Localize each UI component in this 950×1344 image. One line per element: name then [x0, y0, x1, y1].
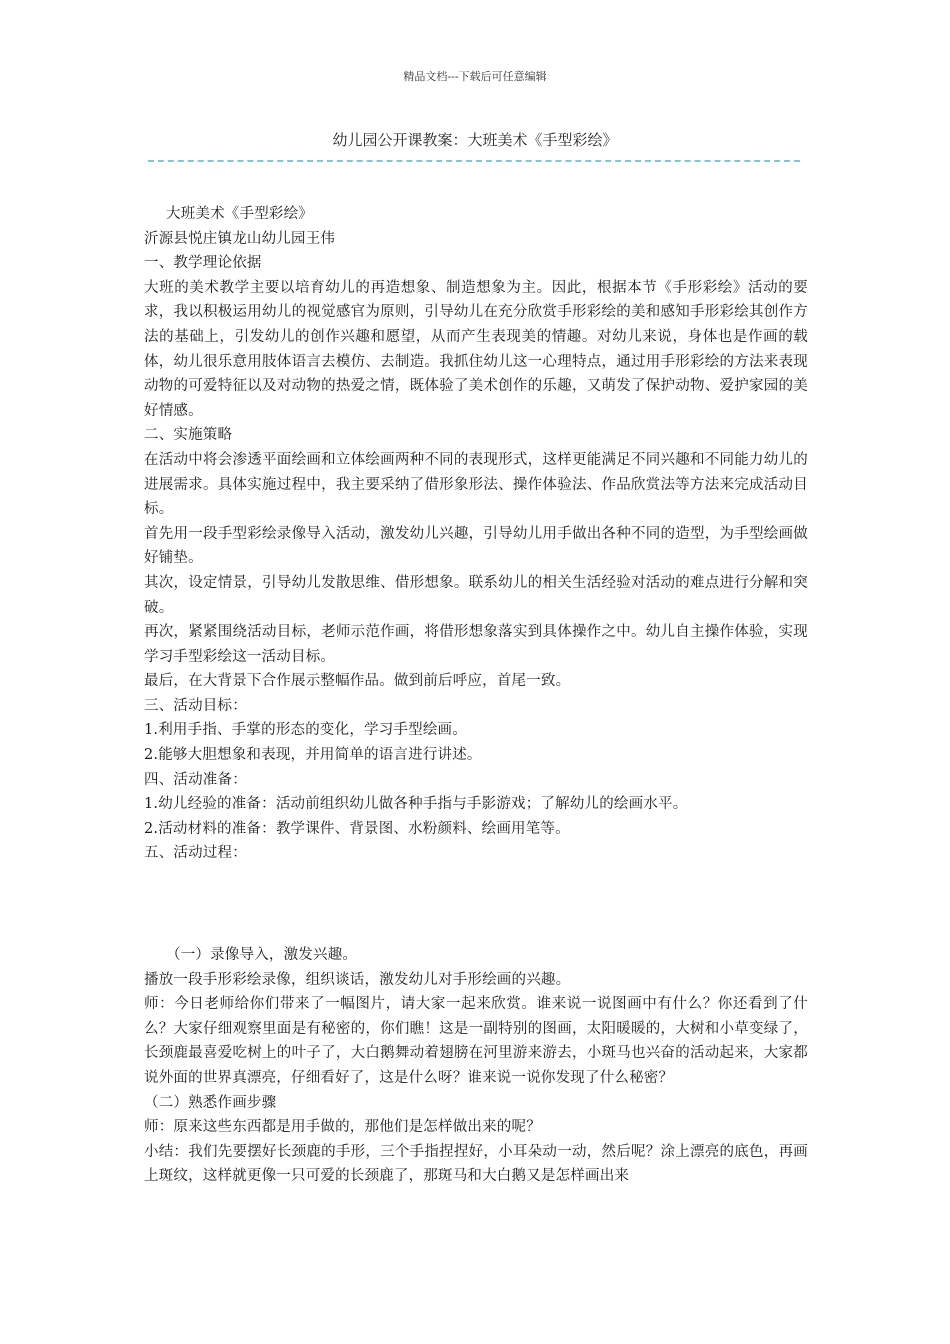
paragraph-theory: 大班的美术教学主要以培育幼儿的再造想象、制造想象为主。因此，根据本节《手形彩绘》活动的要求，我以积极运用幼儿的视觉感官为原则，引导幼儿在充分欣赏手形彩绘的美和感知手形彩绘其创作方法的基础上，引发幼儿的创作兴趣和愿望，从而产生表现美的情趣。对幼儿来说，身体也是作画的载体，幼儿很乐意用肢体语言去模仿、去制造。我抓住幼儿这一心理特点，通过用手形彩绘的方法来表现动物的可爱特征以及对动物的热爱之情，既体验了美术创作的乐趣，又萌发了保护动物、爱护家园的美好情感。 — [144, 279, 808, 419]
heading-process: 五、活动过程： — [144, 845, 247, 862]
heading-theory: 一、教学理论依据 — [144, 255, 262, 272]
title-divider — [148, 160, 800, 162]
goal-item-2: 2.能够大胆想象和表现，并用简单的语言进行讲述。 — [144, 747, 482, 764]
paragraph-last: 最后，在大背景下合作展示整幅作品。做到前后呼应，首尾一致。 — [144, 673, 571, 690]
header-note: 精品文档---下载后可任意编辑 — [403, 70, 547, 83]
lesson-heading: 大班美术《手型彩绘》 — [166, 206, 313, 222]
paragraph-second: 其次，设定情景，引导幼儿发散思维、借形想象。联系幼儿的相关生活经验对活动的难点进行分解和突破。 — [144, 574, 808, 616]
step-2-heading: （二）熟悉作画步骤 — [144, 1094, 277, 1111]
summary-paragraph: 小结：我们先要摆好长颈鹿的手形，三个手指捏捏好，小耳朵动一动，然后呢？涂上漂亮的底色，再画上斑纹，这样就更像一只可爱的长颈鹿了，那斑马和大白鹅又是怎样画出来 — [144, 1143, 808, 1185]
teacher-dialogue-2: 师：原来这些东西都是用手做的，那他们是怎样做出来的呢？ — [144, 1119, 541, 1136]
paragraph-third: 再次，紧紧围绕活动目标，老师示范作画，将借形想象落实到具体操作之中。幼儿自主操作体验，实现学习手型彩绘这一活动目标。 — [144, 624, 808, 665]
goal-item-1: 1.利用手指、手掌的形态的变化，学习手型绘画。 — [144, 722, 467, 739]
step-1-heading: （一）录像导入，激发兴趣。 — [166, 947, 358, 963]
author-line: 沂源县悦庄镇龙山幼儿园王伟 — [144, 230, 336, 247]
preparation-item-1: 1.幼儿经验的准备：活动前组织幼儿做各种手指与手影游戏；了解幼儿的绘画水平。 — [144, 796, 688, 813]
paragraph-first: 首先用一段手型彩绘录像导入活动，激发幼儿兴趣，引导幼儿用手做出各种不同的造型，为手型绘画做好铺垫。 — [144, 525, 808, 567]
section-process — [144, 943, 808, 1189]
heading-goals: 三、活动目标： — [144, 697, 247, 714]
paragraph-strategy: 在活动中将会渗透平面绘画和立体绘画两种不同的表现形式，这样更能满足不同兴趣和不同能力幼儿的进展需求。具体实施过程中，我主要采纳了借形象形法、操作体验法、作品欣赏法等方法来完成活动目标。 — [144, 451, 808, 518]
preparation-item-2: 2.活动材料的准备：教学课件、背景图、水粉颜料、绘画用笔等。 — [144, 820, 570, 837]
heading-preparation: 四、活动准备： — [144, 771, 247, 788]
heading-strategy: 二、实施策略 — [144, 427, 233, 444]
document-title: 幼儿园公开课教案：大班美术《手型彩绘》 — [332, 131, 618, 149]
section-intro-and-plan — [144, 202, 808, 866]
teacher-dialogue-1: 师：今日老师给你们带来了一幅图片，请大家一起来欣赏。谁来说一说图画中有什么？你还看到了什么？大家仔细观察里面是有秘密的，你们瞧！这是一副特别的图画，太阳暖暖的，大树和小草变绿了，长颈鹿最喜爱吃树上的叶子了，大白鹅舞动着翅膀在河里游来游去，小斑马也兴奋的活动起来，大家都说外面的世界真漂亮，仔细看好了，这是什么呀？谁来说一说你发现了什么秘密？ — [144, 996, 808, 1086]
step-1-description: 播放一段手形彩绘录像，组织谈话，激发幼儿对手形绘画的兴趣。 — [144, 971, 571, 988]
